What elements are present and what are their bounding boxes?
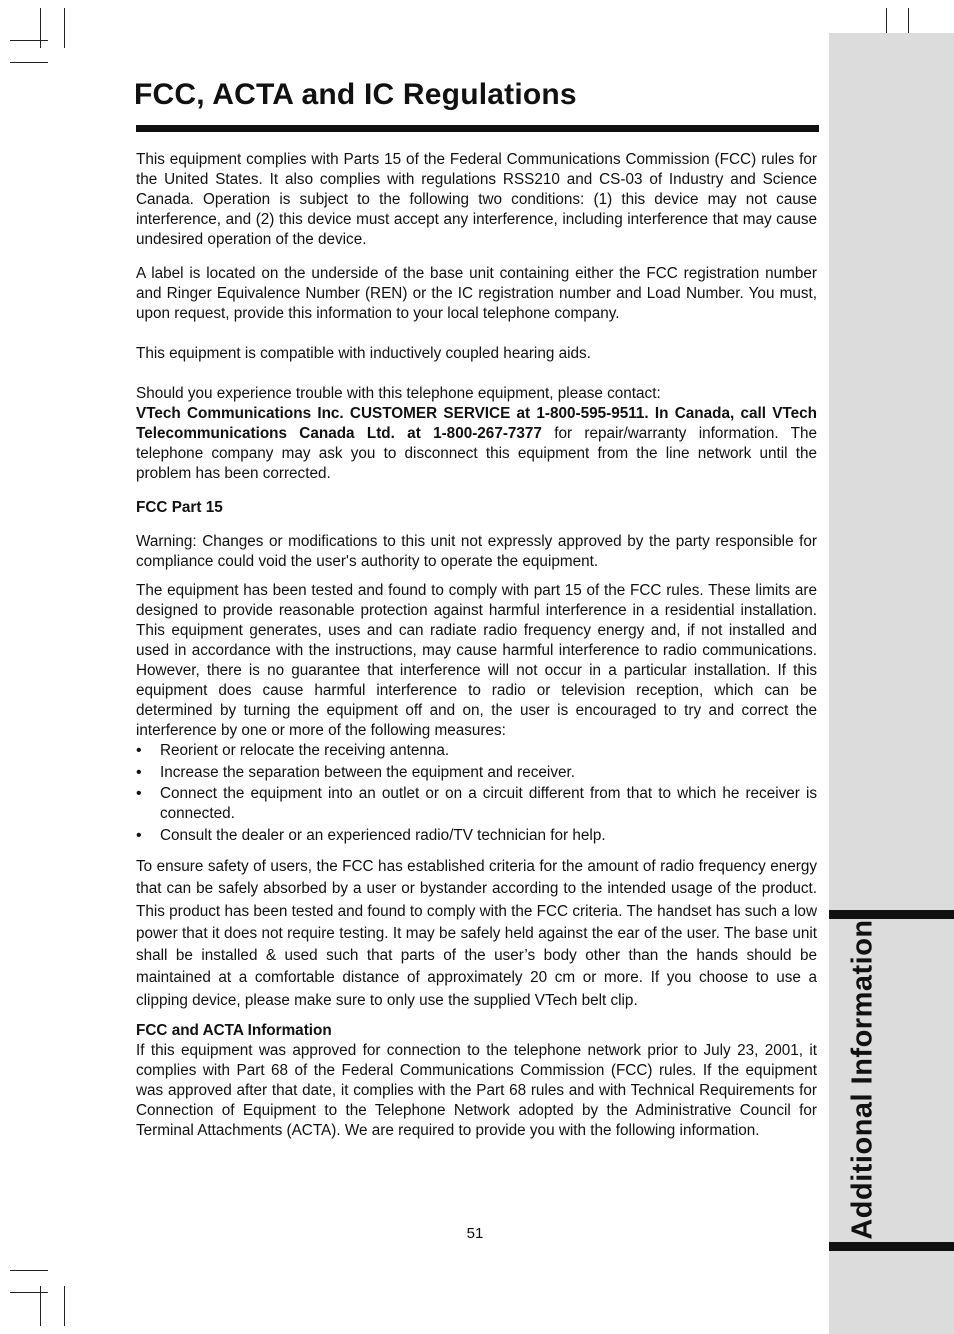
contact-intro: Should you experience trouble with this telephone equipment, please contact:	[136, 385, 661, 402]
title-rule	[136, 125, 819, 132]
page-number: 51	[466, 1225, 484, 1242]
crop-mark	[10, 62, 48, 63]
document-body	[136, 150, 817, 1141]
contact-rest: for repair/warranty information. The telephone company may ask you to disconnect this equipment from the line network until the problem has been corrected.	[136, 425, 817, 482]
side-tab-bar-bottom	[829, 1242, 954, 1251]
list-item: • Consult the dealer or an experienced radio/TV technician for help.	[136, 826, 817, 846]
heading-fcc-part-15: FCC Part 15	[136, 499, 223, 516]
paragraph-hearing-aids: This equipment is compatible with inductively coupled hearing aids.	[136, 345, 591, 362]
crop-mark	[10, 1270, 48, 1271]
paragraph-acta: If this equipment was approved for connection to the telephone network prior to July 23, 2001, it complies with Part 68 of the Federal Communications Commission (FCC) rules. If the equipment was approved after that date, it complies with the Part 68 rules and with Technical Requirements for Connection of Equipment to the Telephone Network adopted by the Administrative Council for Terminal Attachments (ACTA). We are required to provide you with the following information.	[136, 1042, 817, 1140]
crop-mark	[10, 1292, 48, 1293]
crop-mark	[40, 8, 41, 48]
contact-service-numbers: VTech Communications Inc. CUSTOMER SERVICE at 1-800-595-9511. In Canada, call VTech Telecommunications Canada Ltd. at 1-800-267-7377	[136, 405, 817, 442]
crop-mark	[64, 8, 65, 48]
paragraph-interference: The equipment has been tested and found to comply with part 15 of the FCC rules. These limits are designed to provide reasonable protection against harmful interference in a residential installation. This equipment generates, uses and can radiate radio frequency energy and, if not installed and used in accordance with the instructions, may cause harmful interference to radio communications. However, there is no guarantee that interference will not occur in a particular installation. If this equipment does cause harmful interference to radio or television reception, which can be determined by turning the equipment off and on, the user is encouraged to try and correct the interference by one or more of the following measures:	[136, 582, 817, 739]
list-item: • Increase the separation between the equipment and receiver.	[136, 763, 817, 783]
paragraph-contact	[136, 384, 817, 484]
list-item: • Reorient or relocate the receiving antenna.	[136, 741, 817, 761]
list-item: • Connect the equipment into an outlet or on a circuit different from that to which he receiver is connected.	[136, 784, 817, 824]
paragraph-rf-safety: To ensure safety of users, the FCC has established criteria for the amount of radio frequency energy that can be safely absorbed by a user or bystander according to the intended usage of the product. This product has been tested and found to comply with the FCC criteria. The handset has such a low power that it does not require testing. It may be safely held against the ear of the user. The base unit shall be installed & used such that parts of the user’s body other than the hands should be maintained at a comfortable distance of approximately 20 cm or more. If you choose to use a clipping device, please make sure to only use the supplied VTech belt clip.	[136, 858, 817, 1009]
paragraph-label-info: A label is located on the underside of the base unit containing either the FCC registration number and Ringer Equivalence Number (REN) or the IC registration number and Load Number. You must, upon request, provide this information to your local telephone company.	[136, 265, 817, 322]
paragraph-compliance: This equipment complies with Parts 15 of the Federal Communications Commission (FCC) rules for the United States. It also complies with regulations RSS210 and CS-03 of Industry and Science Canada. Operation is subject to the following two conditions: (1) this device may not cause interference, and (2) this device must accept any interference, including interference that may cause undesired operation of the device.	[136, 151, 817, 248]
paragraph-warning: Warning: Changes or modifications to this unit not expressly approved by the party responsible for compliance could void the user's authority to operate the equipment.	[136, 533, 817, 570]
heading-fcc-acta: FCC and ACTA Information	[136, 1022, 332, 1040]
crop-mark	[64, 1286, 65, 1326]
crop-mark	[10, 40, 48, 41]
side-tab-label: Additional Information	[846, 918, 879, 1240]
page-title: FCC, ACTA and IC Regulations	[134, 78, 577, 111]
measures-list	[136, 741, 817, 846]
